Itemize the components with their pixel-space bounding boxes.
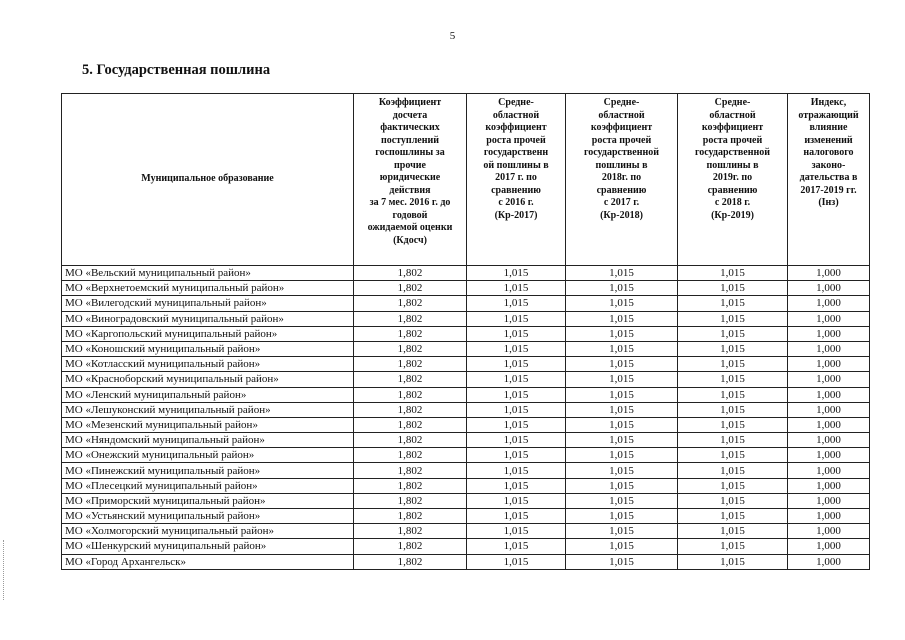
coefficient-cell: 1,015 — [467, 296, 566, 311]
coefficient-cell: 1,000 — [788, 341, 870, 356]
coefficient-cell: 1,015 — [678, 326, 788, 341]
coefficient-cell: 1,015 — [467, 417, 566, 432]
coefficient-cell: 1,802 — [354, 402, 467, 417]
table-header-row — [62, 94, 870, 266]
coefficient-cell: 1,015 — [678, 311, 788, 326]
coefficient-cell: 1,015 — [566, 448, 678, 463]
municipality-name-cell: МО «Приморский муниципальный район» — [62, 493, 354, 508]
coefficient-cell: 1,015 — [678, 539, 788, 554]
coefficient-cell: 1,015 — [678, 509, 788, 524]
coefficient-cell: 1,015 — [566, 417, 678, 432]
coefficient-cell: 1,802 — [354, 554, 467, 569]
section-title: 5. Государственная пошлина — [82, 62, 271, 78]
coefficient-cell: 1,015 — [566, 372, 678, 387]
coefficient-cell: 1,802 — [354, 387, 467, 402]
table-row — [62, 417, 870, 432]
coefficient-cell: 1,000 — [788, 266, 870, 281]
municipality-name-cell: МО «Вилегодский муниципальный район» — [62, 296, 354, 311]
coefficient-cell: 1,015 — [467, 372, 566, 387]
coefficient-cell: 1,802 — [354, 417, 467, 432]
municipality-name-cell: МО «Онежский муниципальный район» — [62, 448, 354, 463]
coefficient-cell: 1,015 — [467, 524, 566, 539]
table-row — [62, 448, 870, 463]
municipality-name-cell: МО «Устьянский муниципальный район» — [62, 509, 354, 524]
table-body — [62, 266, 870, 570]
municipality-name-cell: МО «Красноборский муниципальный район» — [62, 372, 354, 387]
municipality-name-cell: МО «Няндомский муниципальный район» — [62, 433, 354, 448]
coefficient-cell: 1,015 — [467, 463, 566, 478]
coefficient-cell: 1,802 — [354, 311, 467, 326]
coefficient-cell: 1,015 — [678, 357, 788, 372]
coefficient-cell: 1,802 — [354, 524, 467, 539]
table-row — [62, 326, 870, 341]
municipality-name-cell: МО «Плесецкий муниципальный район» — [62, 478, 354, 493]
coefficient-cell: 1,000 — [788, 554, 870, 569]
coefficient-cell: 1,015 — [467, 539, 566, 554]
coefficient-cell: 1,000 — [788, 296, 870, 311]
table-row — [62, 281, 870, 296]
coefficient-cell: 1,015 — [566, 539, 678, 554]
coefficient-cell: 1,015 — [566, 554, 678, 569]
table-row — [62, 554, 870, 569]
table-row — [62, 539, 870, 554]
table-row — [62, 524, 870, 539]
table-row — [62, 372, 870, 387]
municipality-name-cell: МО «Виноградовский муниципальный район» — [62, 311, 354, 326]
table-row — [62, 509, 870, 524]
coefficient-cell: 1,015 — [566, 387, 678, 402]
coefficient-cell: 1,802 — [354, 478, 467, 493]
coefficient-cell: 1,015 — [467, 387, 566, 402]
coefficient-cell: 1,015 — [678, 448, 788, 463]
coefficient-cell: 1,802 — [354, 341, 467, 356]
coefficient-cell: 1,015 — [467, 357, 566, 372]
coefficient-cell: 1,015 — [566, 341, 678, 356]
municipality-name-cell: МО «Ленский муниципальный район» — [62, 387, 354, 402]
table-row — [62, 402, 870, 417]
coefficient-cell: 1,000 — [788, 372, 870, 387]
coefficient-cell: 1,015 — [467, 478, 566, 493]
header-growth-2017: Средне- областной коэффициент роста прочей государственн ой пошлины в 2017 г. по сравнению с 2016 г. (Кр-2017) — [467, 94, 566, 266]
coefficient-cell: 1,015 — [678, 417, 788, 432]
coefficient-cell: 1,015 — [678, 387, 788, 402]
coefficient-cell: 1,015 — [566, 296, 678, 311]
coefficient-cell: 1,015 — [566, 509, 678, 524]
scan-edge-mark — [3, 540, 5, 600]
coefficient-cell: 1,000 — [788, 357, 870, 372]
header-growth-2019: Средне- областной коэффициент роста прочей государственной пошлины в 2019г. по сравнению с 2018 г. (Кр-2019) — [678, 94, 788, 266]
coefficient-cell: 1,802 — [354, 372, 467, 387]
table-row — [62, 341, 870, 356]
table-row — [62, 433, 870, 448]
header-tax-index: Индекс, отражающий влияние изменений налогового законо- дательства в 2017-2019 гг. (Iнз) — [788, 94, 870, 266]
table-row — [62, 493, 870, 508]
coefficient-cell: 1,802 — [354, 357, 467, 372]
coefficient-cell: 1,000 — [788, 311, 870, 326]
coefficient-cell: 1,000 — [788, 478, 870, 493]
coefficient-cell: 1,000 — [788, 524, 870, 539]
coefficient-cell: 1,015 — [566, 478, 678, 493]
coefficient-cell: 1,015 — [678, 493, 788, 508]
coefficient-cell: 1,015 — [678, 402, 788, 417]
municipality-name-cell: МО «Мезенский муниципальный район» — [62, 417, 354, 432]
coefficient-cell: 1,015 — [566, 357, 678, 372]
coefficient-cell: 1,802 — [354, 266, 467, 281]
page-number: 5 — [449, 30, 456, 42]
coefficient-cell: 1,802 — [354, 326, 467, 341]
municipality-name-cell: МО «Котласский муниципальный район» — [62, 357, 354, 372]
coefficient-cell: 1,000 — [788, 463, 870, 478]
coefficient-cell: 1,015 — [678, 281, 788, 296]
coefficient-cell: 1,015 — [678, 296, 788, 311]
coefficient-cell: 1,015 — [467, 281, 566, 296]
coefficient-cell: 1,802 — [354, 463, 467, 478]
coefficient-cell: 1,015 — [678, 372, 788, 387]
coefficient-cell: 1,015 — [566, 433, 678, 448]
coefficient-cell: 1,015 — [678, 463, 788, 478]
coefficient-cell: 1,000 — [788, 493, 870, 508]
coefficient-cell: 1,000 — [788, 402, 870, 417]
coefficient-cell: 1,802 — [354, 433, 467, 448]
coefficient-cell: 1,015 — [467, 448, 566, 463]
municipality-name-cell: МО «Холмогорский муниципальный район» — [62, 524, 354, 539]
coefficient-cell: 1,015 — [566, 524, 678, 539]
municipality-name-cell: МО «Пинежский муниципальный район» — [62, 463, 354, 478]
coefficient-cell: 1,000 — [788, 509, 870, 524]
coefficient-cell: 1,000 — [788, 448, 870, 463]
coefficient-cell: 1,015 — [467, 326, 566, 341]
coefficient-cell: 1,802 — [354, 493, 467, 508]
coefficient-cell: 1,000 — [788, 326, 870, 341]
coefficient-cell: 1,015 — [566, 266, 678, 281]
coefficient-cell: 1,000 — [788, 417, 870, 432]
table-row — [62, 311, 870, 326]
state-duty-table — [61, 93, 870, 570]
coefficient-cell: 1,015 — [566, 281, 678, 296]
coefficient-cell: 1,015 — [678, 341, 788, 356]
coefficient-cell: 1,000 — [788, 281, 870, 296]
coefficient-cell: 1,802 — [354, 281, 467, 296]
coefficient-cell: 1,015 — [467, 341, 566, 356]
coefficient-cell: 1,802 — [354, 509, 467, 524]
table-row — [62, 387, 870, 402]
coefficient-cell: 1,015 — [678, 266, 788, 281]
coefficient-cell: 1,802 — [354, 296, 467, 311]
coefficient-cell: 1,015 — [678, 524, 788, 539]
table-row — [62, 296, 870, 311]
header-municipality: Муниципальное образование — [62, 94, 354, 266]
coefficient-cell: 1,802 — [354, 539, 467, 554]
coefficient-cell: 1,015 — [467, 509, 566, 524]
municipality-name-cell: МО «Верхнетоемский муниципальный район» — [62, 281, 354, 296]
coefficient-cell: 1,015 — [678, 554, 788, 569]
coefficient-cell: 1,015 — [566, 493, 678, 508]
coefficient-cell: 1,015 — [467, 493, 566, 508]
municipality-name-cell: МО «Шенкурский муниципальный район» — [62, 539, 354, 554]
coefficient-cell: 1,015 — [678, 433, 788, 448]
table-row — [62, 266, 870, 281]
coefficient-cell: 1,015 — [467, 402, 566, 417]
coefficient-cell: 1,015 — [566, 463, 678, 478]
coefficient-cell: 1,000 — [788, 433, 870, 448]
coefficient-cell: 1,015 — [566, 402, 678, 417]
coefficient-cell: 1,015 — [467, 266, 566, 281]
coefficient-cell: 1,015 — [678, 478, 788, 493]
table-row — [62, 357, 870, 372]
coefficient-cell: 1,802 — [354, 448, 467, 463]
header-growth-2018: Средне- областной коэффициент роста прочей государственной пошлины в 2018г. по сравнению с 2017 г. (Кр-2018) — [566, 94, 678, 266]
municipality-name-cell: МО «Лешуконский муниципальный район» — [62, 402, 354, 417]
table-row — [62, 463, 870, 478]
coefficient-cell: 1,015 — [467, 311, 566, 326]
municipality-name-cell: МО «Город Архангельск» — [62, 554, 354, 569]
municipality-name-cell: МО «Каргопольский муниципальный район» — [62, 326, 354, 341]
municipality-name-cell: МО «Коношский муниципальный район» — [62, 341, 354, 356]
coefficient-cell: 1,015 — [467, 554, 566, 569]
municipality-name-cell: МО «Вельский муниципальный район» — [62, 266, 354, 281]
coefficient-cell: 1,015 — [566, 311, 678, 326]
coefficient-cell: 1,000 — [788, 539, 870, 554]
coefficient-cell: 1,000 — [788, 387, 870, 402]
table-row — [62, 478, 870, 493]
coefficient-cell: 1,015 — [566, 326, 678, 341]
header-collection-coefficient: Коэффициент досчета фактических поступлений госпошлины за прочие юридические действия за 7 мес. 2016 г. до годовой ожидаемой оценки (Кдосч) — [354, 94, 467, 266]
coefficient-cell: 1,015 — [467, 433, 566, 448]
